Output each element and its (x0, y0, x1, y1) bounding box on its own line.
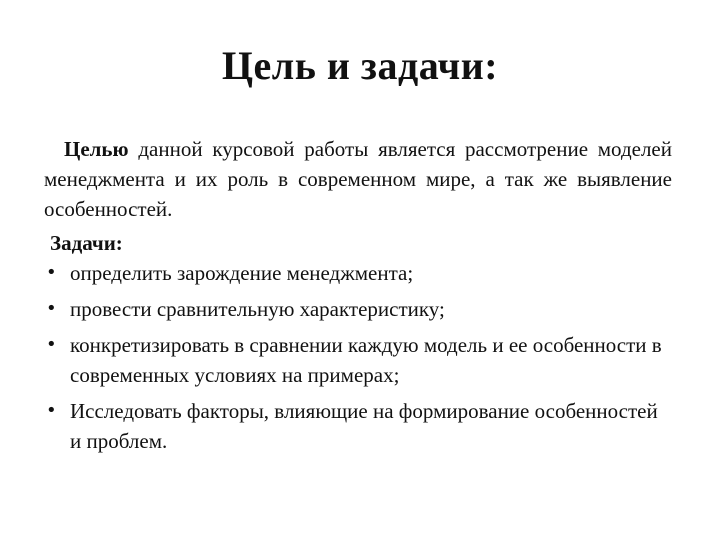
task-text: провести сравнительную характеристику; (70, 297, 445, 321)
bullet-icon: • (46, 400, 57, 421)
task-text: конкретизировать в сравнении каждую модель и ее особенности в современных условиях на примерах; (70, 333, 662, 387)
task-text: Исследовать факторы, влияющие на формирование особенностей и проблем. (70, 399, 658, 453)
task-text: определить зарождение менеджмента; (70, 261, 414, 285)
slide-title: Цель и задачи: (221, 43, 499, 88)
bullet-icon: • (46, 334, 57, 355)
task-item (44, 258, 672, 288)
goal-label: Целью (64, 137, 129, 161)
bullet-icon: • (46, 298, 57, 319)
goal-text: данной курсовой работы является рассмотрение моделей менеджмента и их роль в современном мире, а так же выявление особенностей. (44, 137, 672, 221)
slide-body (44, 134, 672, 462)
task-item (44, 294, 672, 324)
goal-paragraph (44, 134, 672, 224)
task-item (44, 330, 672, 390)
task-item (44, 396, 672, 456)
tasks-list (44, 258, 672, 456)
bullet-icon: • (46, 262, 57, 283)
tasks-heading: Задачи: (50, 231, 123, 255)
